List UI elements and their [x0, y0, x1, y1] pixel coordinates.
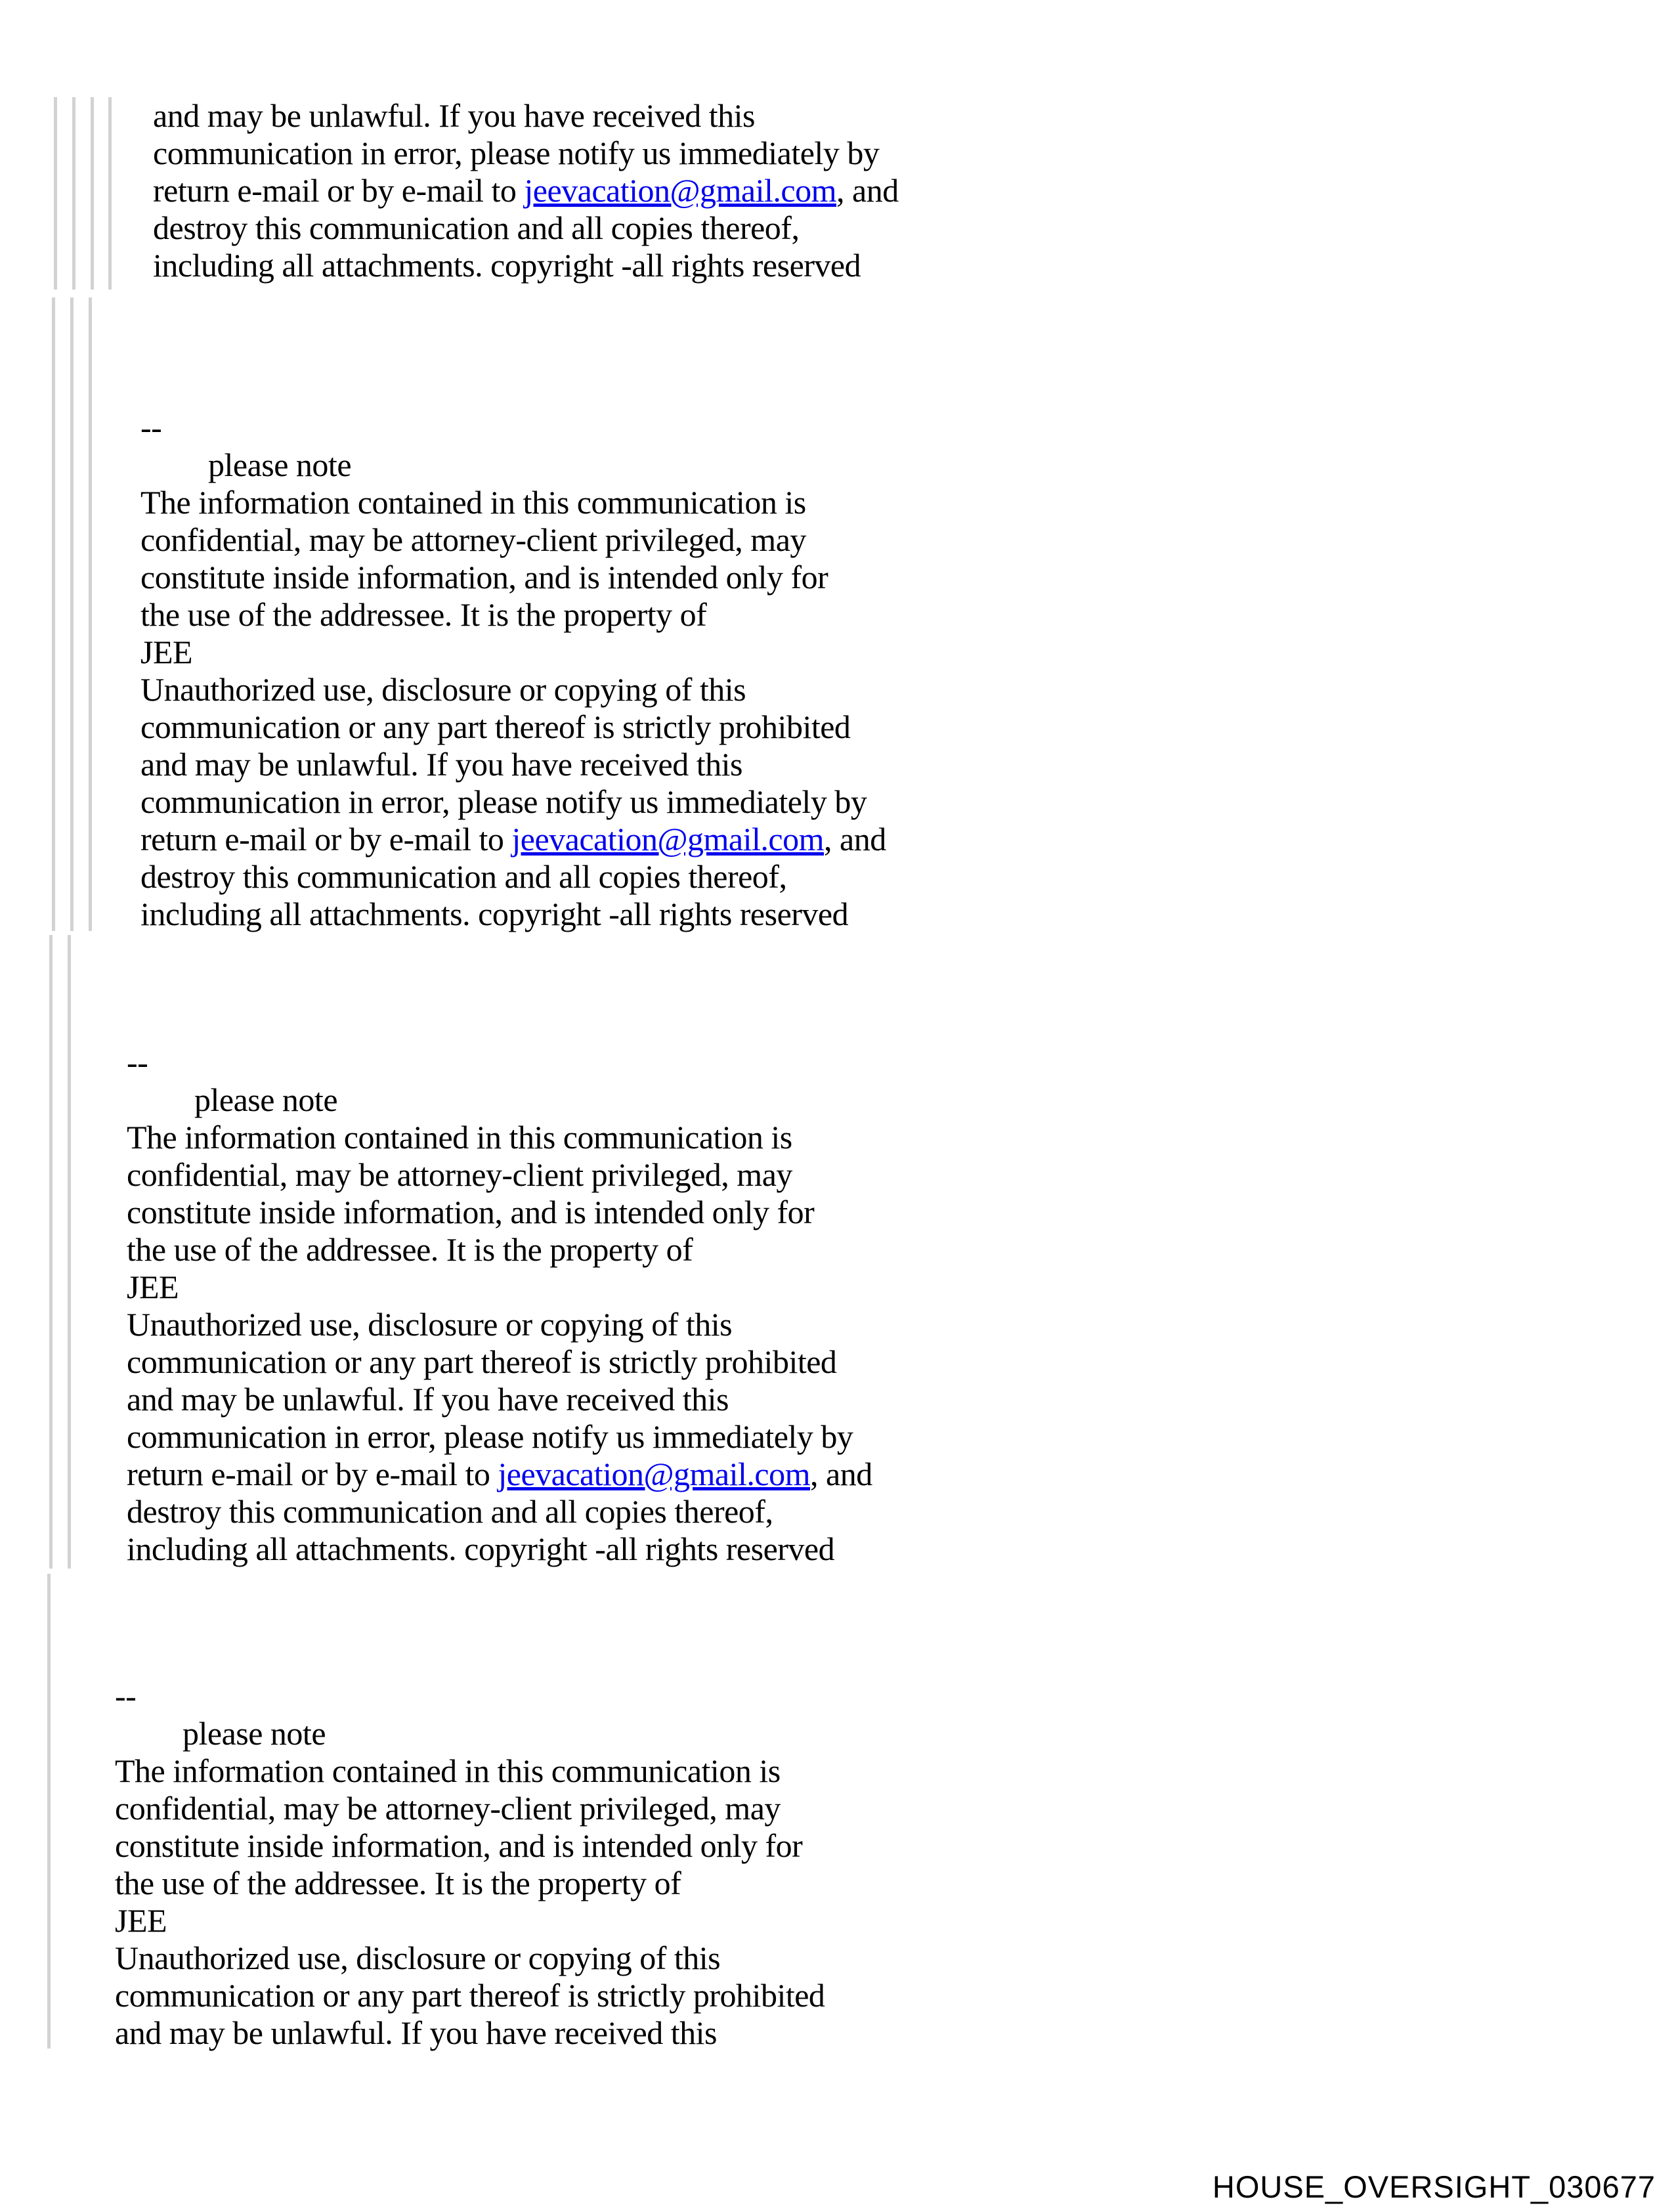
disclaimer-line	[140, 708, 886, 746]
disclaimer-line	[127, 1269, 872, 1306]
disclaimer-text-segment: the use of the addressee. It is the property of	[127, 1231, 693, 1268]
disclaimer-text-segment: --	[127, 1044, 148, 1081]
quote-bar	[72, 97, 75, 290]
disclaimer-line	[115, 2014, 825, 2052]
disclaimer-line	[127, 1156, 872, 1194]
disclaimer-text-segment: please note	[182, 1715, 326, 1752]
disclaimer-line	[127, 1081, 872, 1119]
disclaimer-text-segment: communication or any part thereof is strictly prohibited	[140, 708, 851, 745]
disclaimer-line	[140, 896, 886, 933]
disclaimer-line	[140, 409, 886, 446]
email-link[interactable]: jeevacation@gmail.com	[498, 1456, 810, 1492]
disclaimer-line	[140, 559, 886, 596]
disclaimer-text-segment: The information contained in this communication is	[127, 1119, 792, 1156]
disclaimer-line	[127, 1231, 872, 1269]
disclaimer-text-segment: JEE	[127, 1269, 179, 1305]
disclaimer-line	[127, 1456, 872, 1493]
disclaimer-text-segment: and may be unlawful. If you have received this	[115, 2014, 717, 2051]
disclaimer-text-segment: JEE	[140, 634, 193, 670]
disclaimer-text-block	[140, 409, 886, 933]
disclaimer-text-segment: Unauthorized use, disclosure or copying of this	[127, 1306, 733, 1343]
disclaimer-text-segment: destroy this communication and all copies thereof,	[153, 209, 800, 246]
disclaimer-line	[115, 1752, 825, 1790]
disclaimer-line	[115, 1940, 825, 1977]
disclaimer-line	[127, 1493, 872, 1530]
disclaimer-line	[140, 858, 886, 896]
bates-number: HOUSE_OVERSIGHT_030677	[1212, 2169, 1656, 2204]
disclaimer-line	[127, 1381, 872, 1418]
disclaimer-line	[140, 484, 886, 521]
disclaimer-text-segment: constitute inside information, and is intended only for	[140, 559, 828, 596]
disclaimer-line	[140, 596, 886, 634]
disclaimer-text-segment: please note	[208, 446, 352, 483]
disclaimer-text-segment: communication in error, please notify us immediately by	[127, 1418, 853, 1455]
disclaimer-text-segment: constitute inside information, and is intended only for	[127, 1194, 815, 1230]
quote-bar	[70, 297, 74, 931]
disclaimer-line	[140, 671, 886, 708]
disclaimer-text-segment: return e-mail or by e-mail to	[153, 172, 525, 209]
disclaimer-line	[153, 209, 899, 247]
disclaimer-text-block	[153, 97, 899, 284]
disclaimer-line	[115, 1678, 825, 1715]
disclaimer-text-segment: The information contained in this communication is	[140, 484, 806, 521]
disclaimer-text-segment: the use of the addressee. It is the property of	[140, 596, 707, 633]
quote-bar	[89, 297, 92, 931]
disclaimer-line	[140, 746, 886, 783]
disclaimer-line	[127, 1418, 872, 1456]
disclaimer-text-segment: the use of the addressee. It is the property of	[115, 1865, 681, 1901]
disclaimer-line	[127, 1194, 872, 1231]
disclaimer-text-segment: , and	[836, 172, 899, 209]
disclaimer-line	[127, 1119, 872, 1156]
disclaimer-text-segment: and may be unlawful. If you have received this	[127, 1381, 729, 1418]
disclaimer-line	[127, 1343, 872, 1381]
disclaimer-line	[153, 97, 899, 135]
disclaimer-line	[140, 521, 886, 559]
disclaimer-line	[127, 1530, 872, 1568]
disclaimer-text-segment: including all attachments. copyright -all rights reserved	[140, 896, 849, 932]
disclaimer-line	[115, 1902, 825, 1940]
email-link[interactable]: jeevacation@gmail.com	[524, 172, 836, 209]
quote-bar	[68, 935, 71, 1569]
disclaimer-text-segment: and may be unlawful. If you have received this	[153, 97, 755, 134]
disclaimer-line	[115, 1715, 825, 1752]
quote-bar	[54, 97, 57, 290]
disclaimer-text-segment: destroy this communication and all copies thereof,	[140, 858, 787, 895]
quote-bar	[47, 1574, 51, 2049]
disclaimer-line	[153, 172, 899, 209]
disclaimer-line	[115, 1790, 825, 1827]
disclaimer-text-segment: please note	[194, 1081, 338, 1118]
disclaimer-text-segment: return e-mail or by e-mail to	[140, 821, 512, 857]
disclaimer-text-segment: destroy this communication and all copies thereof,	[127, 1493, 773, 1530]
disclaimer-text-segment: , and	[810, 1456, 872, 1492]
quote-bar	[91, 97, 94, 290]
disclaimer-line	[127, 1044, 872, 1081]
disclaimer-text-segment: communication or any part thereof is strictly prohibited	[115, 1977, 825, 2014]
disclaimer-text-segment: communication or any part thereof is strictly prohibited	[127, 1343, 837, 1380]
disclaimer-text-segment: communication in error, please notify us immediately by	[140, 783, 867, 820]
quote-bar	[49, 935, 53, 1569]
disclaimer-text-segment: return e-mail or by e-mail to	[127, 1456, 498, 1492]
disclaimer-text-segment: confidential, may be attorney-client privileged, may	[127, 1156, 792, 1193]
disclaimer-text-segment: The information contained in this communication is	[115, 1752, 781, 1789]
disclaimer-text-segment: and may be unlawful. If you have received this	[140, 746, 742, 783]
disclaimer-text-block	[127, 1044, 872, 1568]
disclaimer-text-segment: communication in error, please notify us immediately by	[153, 135, 880, 171]
disclaimer-line	[127, 1306, 872, 1343]
disclaimer-text-segment: including all attachments. copyright -all rights reserved	[127, 1530, 835, 1567]
quote-bar	[52, 297, 55, 931]
disclaimer-text-segment: Unauthorized use, disclosure or copying of this	[140, 671, 746, 708]
disclaimer-line	[140, 634, 886, 671]
disclaimer-text-segment: , and	[824, 821, 886, 857]
disclaimer-text-segment: including all attachments. copyright -all rights reserved	[153, 247, 861, 284]
disclaimer-text-segment: confidential, may be attorney-client privileged, may	[115, 1790, 781, 1827]
disclaimer-text-segment: JEE	[115, 1902, 167, 1939]
disclaimer-text-segment: --	[115, 1678, 137, 1714]
email-link[interactable]: jeevacation@gmail.com	[511, 821, 824, 857]
disclaimer-line	[140, 783, 886, 821]
quote-bar	[108, 97, 112, 290]
disclaimer-line	[153, 135, 899, 172]
disclaimer-text-segment: confidential, may be attorney-client privileged, may	[140, 521, 806, 558]
disclaimer-line	[153, 247, 899, 284]
disclaimer-line	[115, 1977, 825, 2014]
disclaimer-text-segment: Unauthorized use, disclosure or copying of this	[115, 1940, 721, 1976]
disclaimer-line	[115, 1865, 825, 1902]
disclaimer-text-segment: constitute inside information, and is intended only for	[115, 1827, 803, 1864]
disclaimer-line	[140, 446, 886, 484]
disclaimer-line	[140, 821, 886, 858]
disclaimer-text-segment: --	[140, 409, 162, 446]
disclaimer-line	[115, 1827, 825, 1865]
disclaimer-text-block	[115, 1678, 825, 2052]
